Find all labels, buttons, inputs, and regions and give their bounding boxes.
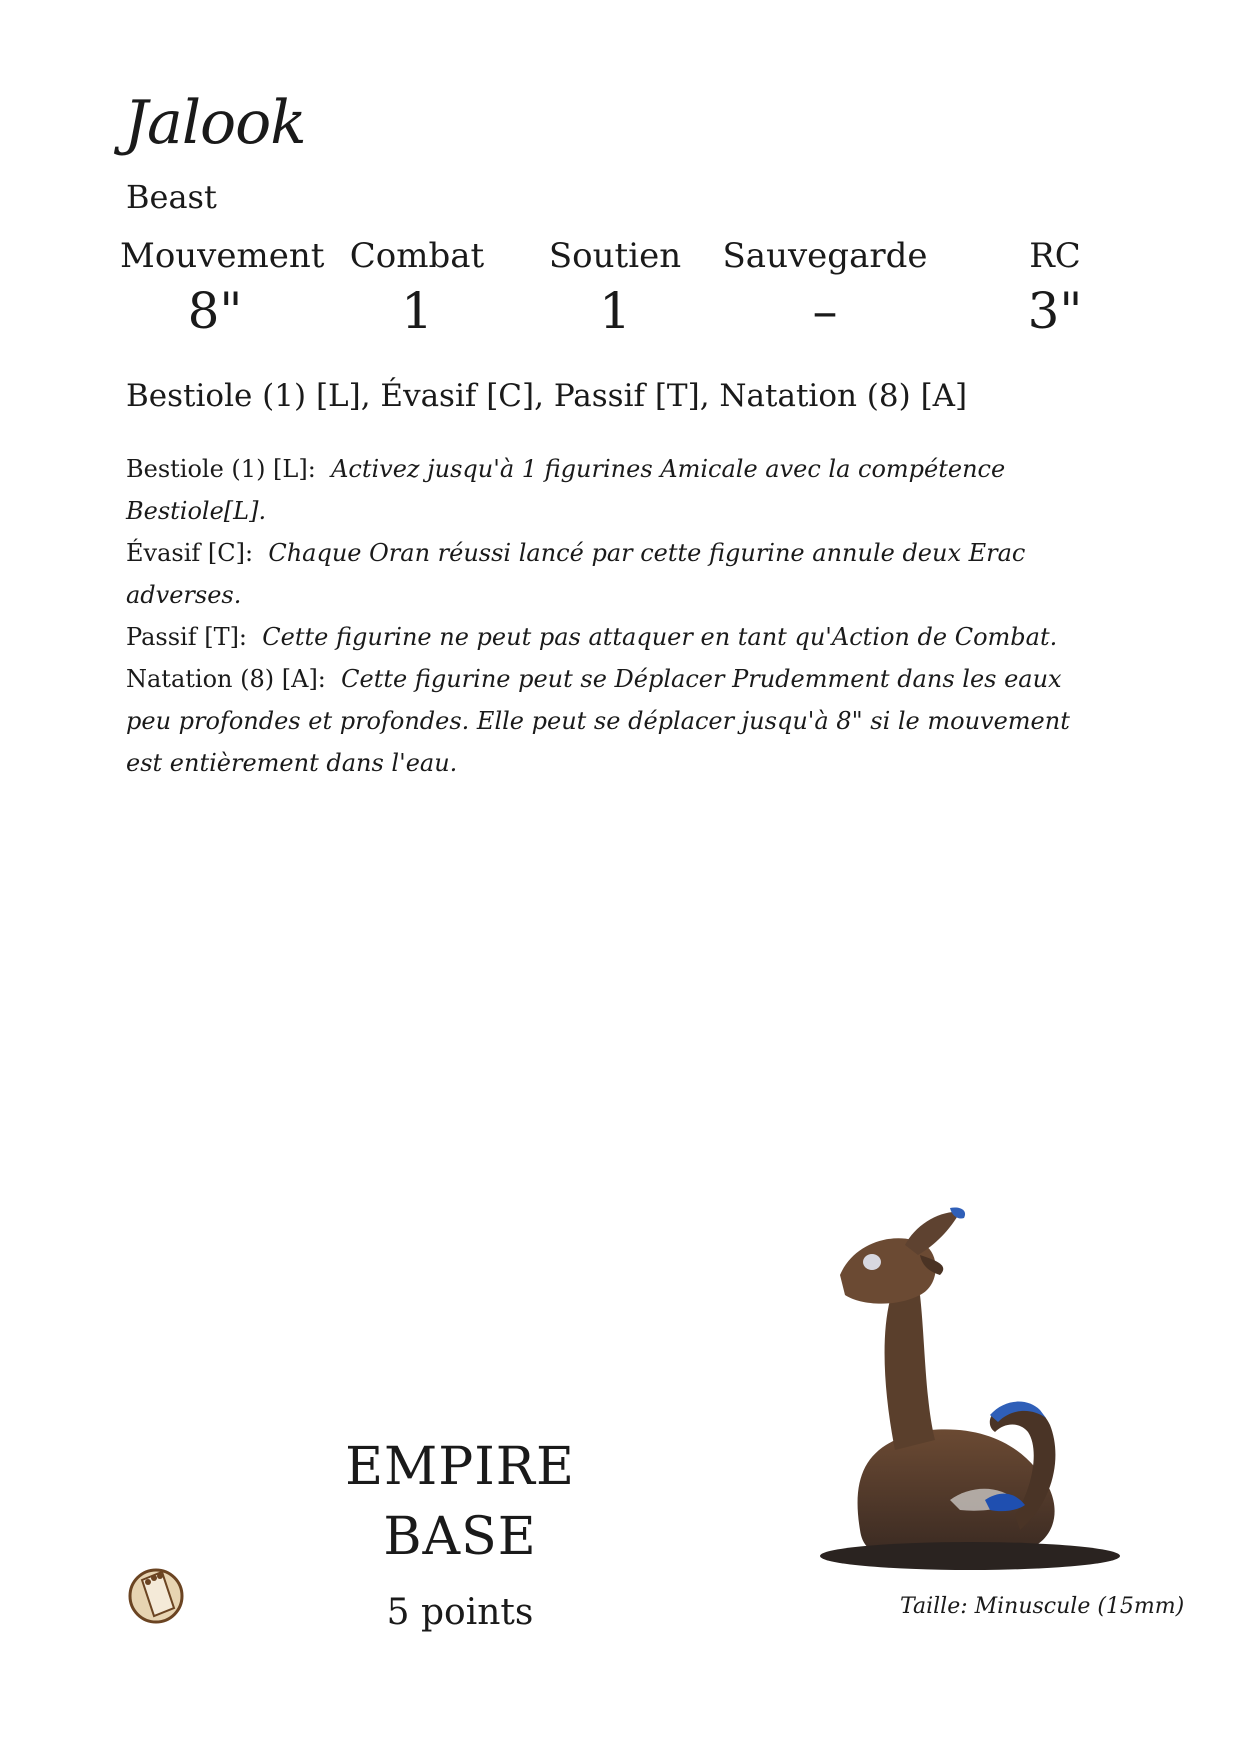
stat-value: 3" <box>1027 282 1083 340</box>
faction-tier: BASE <box>383 1507 537 1567</box>
stat-label: Combat <box>349 236 485 276</box>
stat-label: RC <box>1029 236 1081 276</box>
keyword-list: Bestiole (1) [L], Évasif [C], Passif [T], Natation (8) [A] <box>126 378 968 414</box>
stat-label: Soutien <box>548 236 682 276</box>
miniature-photo <box>800 1200 1180 1580</box>
game-logo-icon <box>124 1562 188 1626</box>
card-title: Jalook <box>124 88 306 158</box>
stat-value: – <box>812 282 838 340</box>
rule-bestiole <box>126 448 1086 532</box>
rule-natation <box>126 658 1086 784</box>
rule-text: Cette figurine peut se Déplacer Prudemment dans les eaux peu profondes et profondes. Elle peut se déplacer jusqu'à 8" si le mouvement est entièrement dans l'eau. <box>126 665 1070 777</box>
rule-evasif <box>126 532 1086 616</box>
stat-combat <box>342 236 492 340</box>
rule-text: Cette figurine ne peut pas attaquer en tant qu'Action de Combat. <box>262 623 1058 651</box>
stat-mouvement <box>120 236 325 340</box>
rule-passif <box>126 616 1086 658</box>
size-label: Taille: Minuscule (15mm) <box>900 1594 1185 1619</box>
rules-text <box>126 448 1086 784</box>
faction-block <box>300 1432 620 1572</box>
rule-name: Passif [T]: <box>126 623 248 651</box>
rule-name: Natation (8) [A]: <box>126 665 326 693</box>
stat-sauvegarde <box>720 236 930 340</box>
rule-text: Activez jusqu'à 1 figurines Amicale avec la compétence Bestiole[L]. <box>126 455 1006 525</box>
stat-label: Mouvement <box>120 236 325 276</box>
rule-name: Évasif [C]: <box>126 539 254 567</box>
stat-label: Sauvegarde <box>722 236 928 276</box>
stat-soutien <box>540 236 690 340</box>
rule-text: Chaque Oran réussi lancé par cette figurine annule deux Erac adverses. <box>126 539 1026 609</box>
stat-value: 1 <box>599 282 631 340</box>
stat-block <box>120 236 1110 346</box>
rule-name: Bestiole (1) [L]: <box>126 455 316 483</box>
faction-name: EMPIRE <box>345 1437 575 1497</box>
stat-rc <box>1000 236 1110 340</box>
stat-value: 8" <box>187 282 243 340</box>
stat-value: 1 <box>401 282 433 340</box>
points-cost: 5 points <box>386 1592 534 1633</box>
card-type: Beast <box>126 178 217 216</box>
